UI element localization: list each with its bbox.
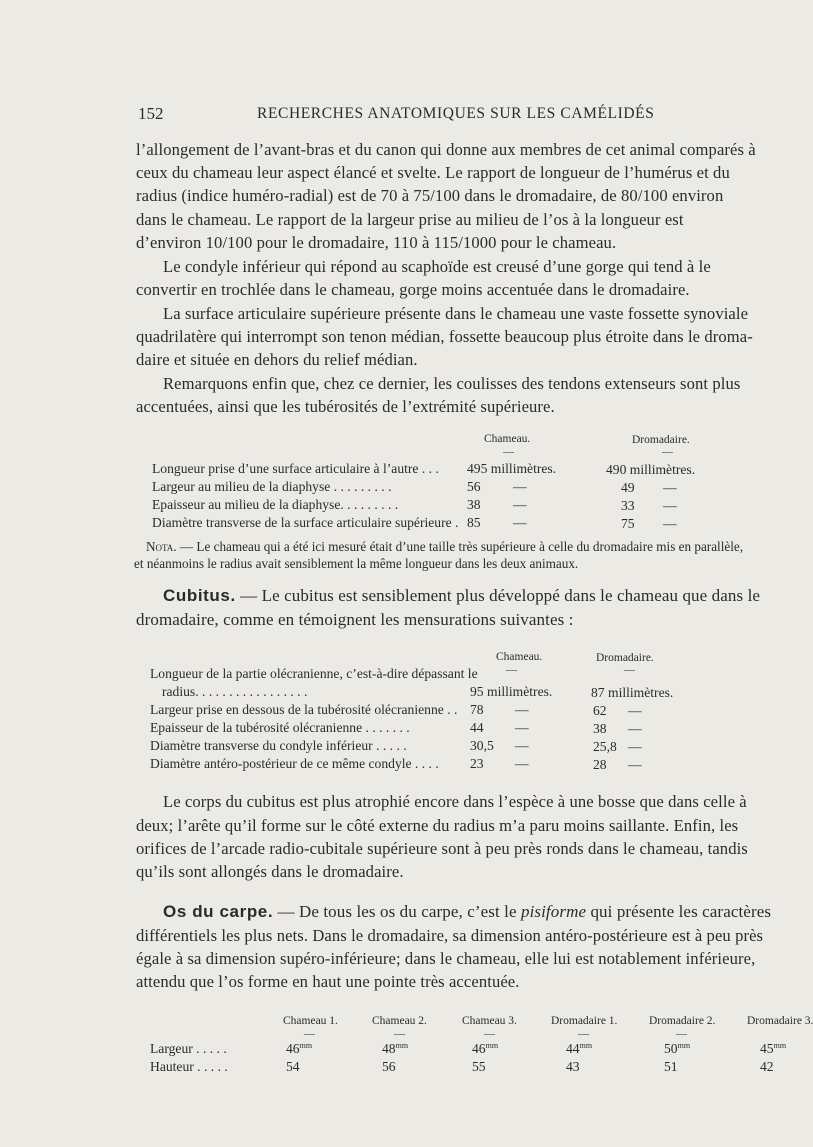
row-label: radius. . . . . . . . . . . . . . . . . [162, 684, 308, 699]
unit-dash: — [513, 515, 527, 530]
para5-line: Le corps du cubitus est plus atrophié encore dans l’espèce à une bosse que dans celle à [163, 792, 747, 811]
largeur-value [472, 1041, 498, 1057]
page-number: 152 [138, 104, 164, 123]
unit-dash: — [663, 498, 677, 513]
para2-line: convertir en trochlée dans le chameau, gorge moins accentuée dans le dromadaire. [136, 280, 690, 299]
col-dash: — [662, 446, 673, 458]
largeur-value [664, 1041, 690, 1057]
unit: mm [485, 1041, 499, 1050]
carpe-line [163, 902, 771, 922]
row-label: Largeur au milieu de la diaphyse . . . . . . . . . [152, 479, 392, 494]
hauteur-value: 56 [382, 1059, 396, 1074]
hauteur-value: 55 [472, 1059, 486, 1074]
unit-dash: — [663, 480, 677, 495]
row-label: Diamètre transverse du condyle inférieur . . . . . [150, 738, 407, 753]
dromadaire-value: 490 millimètres. [606, 462, 696, 477]
unit-dash: — [515, 756, 529, 771]
unit-dash: — [515, 702, 529, 717]
para1-line: ceux du chameau leur aspect élancé et svelte. Le rapport de longueur de l’humérus et du [136, 163, 730, 182]
col-dash: — [484, 1028, 495, 1040]
carpe-text: — De tous les os du carpe, c’est le [273, 902, 521, 921]
unit-dash: — [515, 738, 529, 753]
hauteur-value: 51 [664, 1059, 678, 1074]
cubitus-text: — Le cubitus est sensiblement plus développé dans le chameau que dans le [235, 586, 761, 605]
para2-line: Le condyle inférieur qui répond au scaphoïde est creusé d’une gorge qui tend à le [163, 257, 711, 276]
row-label: Epaisseur au milieu de la diaphyse. . . . . . . . . [152, 497, 399, 512]
dromadaire-value: 49 [621, 480, 635, 495]
largeur-value [286, 1041, 312, 1057]
chameau-value: 78 [470, 702, 484, 717]
para3-line: daire et située en dehors du relief médian. [136, 350, 418, 369]
largeur-value [566, 1041, 592, 1057]
col-head-dromadaire: Dromadaire. [596, 652, 654, 664]
unit-dash: — [628, 703, 642, 718]
col-dash: — [394, 1028, 405, 1040]
value: 46 [286, 1041, 300, 1056]
col-head-chameau: Chameau. [484, 433, 531, 445]
unit-dash: — [513, 479, 527, 494]
col-head: Dromadaire 1. [551, 1015, 618, 1027]
row-label: Epaisseur de la tubérosité olécranienne . . . . . . . [150, 720, 410, 735]
para1-line: dans le chameau. Le rapport de la largeur prise au milieu de l’os à la longueur est [136, 210, 684, 229]
carpe-heading: Os du carpe. [163, 902, 274, 921]
row-label: Longueur de la partie olécranienne, c’est-à-dire dépassant le [150, 666, 478, 681]
para3-line: quadrilatère qui interrompt son tenon médian, fossette beaucoup plus étroite dans le droma- [136, 327, 753, 346]
carpe-emphasis: pisiforme [520, 902, 587, 921]
col-dash: — [676, 1028, 687, 1040]
para5-line: deux; l’arête qu’il forme sur le côté externe du radius m’a paru moins saillante. Enfin, les [136, 816, 739, 835]
nota-line: et néanmoins le radius avait sensiblement la même longueur dans les deux animaux. [134, 556, 579, 571]
para5-line: orifices de l’arcade radio-cubitale supérieure sont à peu près ronds dans le chameau, tandis [136, 839, 748, 858]
value: 48 [382, 1041, 396, 1056]
nota-text: — Le chameau qui a été ici mesuré était d’une taille très supérieure à celle du dromadaire mis en parallèle, [176, 539, 744, 554]
col-dash: — [578, 1028, 589, 1040]
para1-line: l’allongement de l’avant-bras et du canon qui donne aux membres de cet animal comparés à [136, 140, 756, 159]
para3-line: La surface articulaire supérieure présente dans le chameau une vaste fossette synoviale [163, 304, 749, 323]
dromadaire-value: 28 [593, 757, 607, 772]
value: 45 [760, 1041, 774, 1056]
cubitus-heading: Cubitus. [163, 586, 236, 605]
col-head: Dromadaire 2. [649, 1015, 716, 1027]
para1-line: radius (indice huméro-radial) est de 70 à 75/100 dans le dromadaire, de 80/100 environ [136, 186, 724, 205]
dromadaire-value: 87 millimètres. [591, 685, 674, 700]
col-head-chameau: Chameau. [496, 651, 543, 663]
value: 46 [472, 1041, 486, 1056]
chameau-value: 495 millimètres. [467, 461, 557, 476]
carpe-text: qui présente les caractères [586, 902, 772, 921]
running-title: RECHERCHES ANATOMIQUES SUR LES CAMÉLIDÉS [257, 105, 655, 122]
unit: mm [773, 1041, 787, 1050]
row-label: Hauteur . . . . . [150, 1059, 228, 1074]
unit-dash: — [628, 721, 642, 736]
chameau-value: 95 millimètres. [470, 684, 553, 699]
chameau-value: 56 [467, 479, 481, 494]
carpe-line: attendu que l’os forme en haut une pointe très accentuée. [136, 972, 520, 991]
row-label: Largeur prise en dessous de la tubérosité olécranienne . . [150, 702, 458, 717]
unit-dash: — [513, 497, 527, 512]
row-label: Largeur . . . . . [150, 1041, 227, 1056]
col-head: Chameau 1. [283, 1015, 338, 1027]
chameau-value: 23 [470, 756, 484, 771]
row-label: Longueur prise d’une surface articulaire à l’autre . . . [152, 461, 439, 476]
cubitus-line: dromadaire, comme en témoignent les mensurations suivantes : [136, 610, 574, 629]
unit-dash: — [628, 757, 642, 772]
carpe-line: égale à sa dimension supéro-inférieure; dans le chameau, elle lui est notablement inférieure, [136, 949, 756, 968]
chameau-value: 38 [467, 497, 481, 512]
row-label: Diamètre antéro-postérieur de ce même condyle . . . . [150, 756, 439, 771]
unit-dash: — [515, 720, 529, 735]
col-head-dromadaire: Dromadaire. [632, 434, 690, 446]
row-label: Diamètre transverse de la surface articulaire supérieure . [152, 515, 459, 530]
hauteur-value: 42 [760, 1059, 774, 1074]
unit: mm [677, 1041, 691, 1050]
para4-line: Remarquons enfin que, chez ce dernier, les coulisses des tendons extenseurs sont plus [163, 374, 741, 393]
col-dash: — [304, 1028, 315, 1040]
chameau-value: 30,5 [470, 738, 494, 753]
para4-line: accentuées, ainsi que les tubérosités de l’extrémité supérieure. [136, 397, 555, 416]
nota-label: Nota. [146, 539, 177, 554]
hauteur-value: 54 [286, 1059, 300, 1074]
chameau-value: 44 [470, 720, 484, 735]
col-dash: — [624, 664, 635, 676]
dromadaire-value: 33 [621, 498, 635, 513]
chameau-value: 85 [467, 515, 481, 530]
dromadaire-value: 38 [593, 721, 607, 736]
unit: mm [395, 1041, 409, 1050]
value: 44 [566, 1041, 580, 1056]
col-dash: — [503, 446, 514, 458]
nota-line [146, 539, 743, 555]
largeur-value [382, 1041, 408, 1057]
unit: mm [299, 1041, 313, 1050]
para1-line: d’environ 10/100 pour le dromadaire, 110 à 115/1000 pour le chameau. [136, 233, 617, 252]
dromadaire-value: 62 [593, 703, 607, 718]
unit-dash: — [628, 739, 642, 754]
hauteur-value: 43 [566, 1059, 580, 1074]
dromadaire-value: 25,8 [593, 739, 617, 754]
value: 50 [664, 1041, 678, 1056]
unit: mm [579, 1041, 593, 1050]
col-head: Chameau 2. [372, 1015, 427, 1027]
col-head: Chameau 3. [462, 1015, 517, 1027]
col-head: Dromadaire 3. [747, 1015, 813, 1027]
col-dash: — [506, 664, 517, 676]
largeur-value [760, 1041, 786, 1057]
dromadaire-value: 75 [621, 516, 635, 531]
para5-line: qu’ils sont allongés dans le dromadaire. [136, 862, 404, 881]
carpe-line: différentiels les plus nets. Dans le dromadaire, sa dimension antéro-postérieure est à peu près [136, 926, 764, 945]
cubitus-line [163, 586, 760, 606]
unit-dash: — [663, 516, 677, 531]
